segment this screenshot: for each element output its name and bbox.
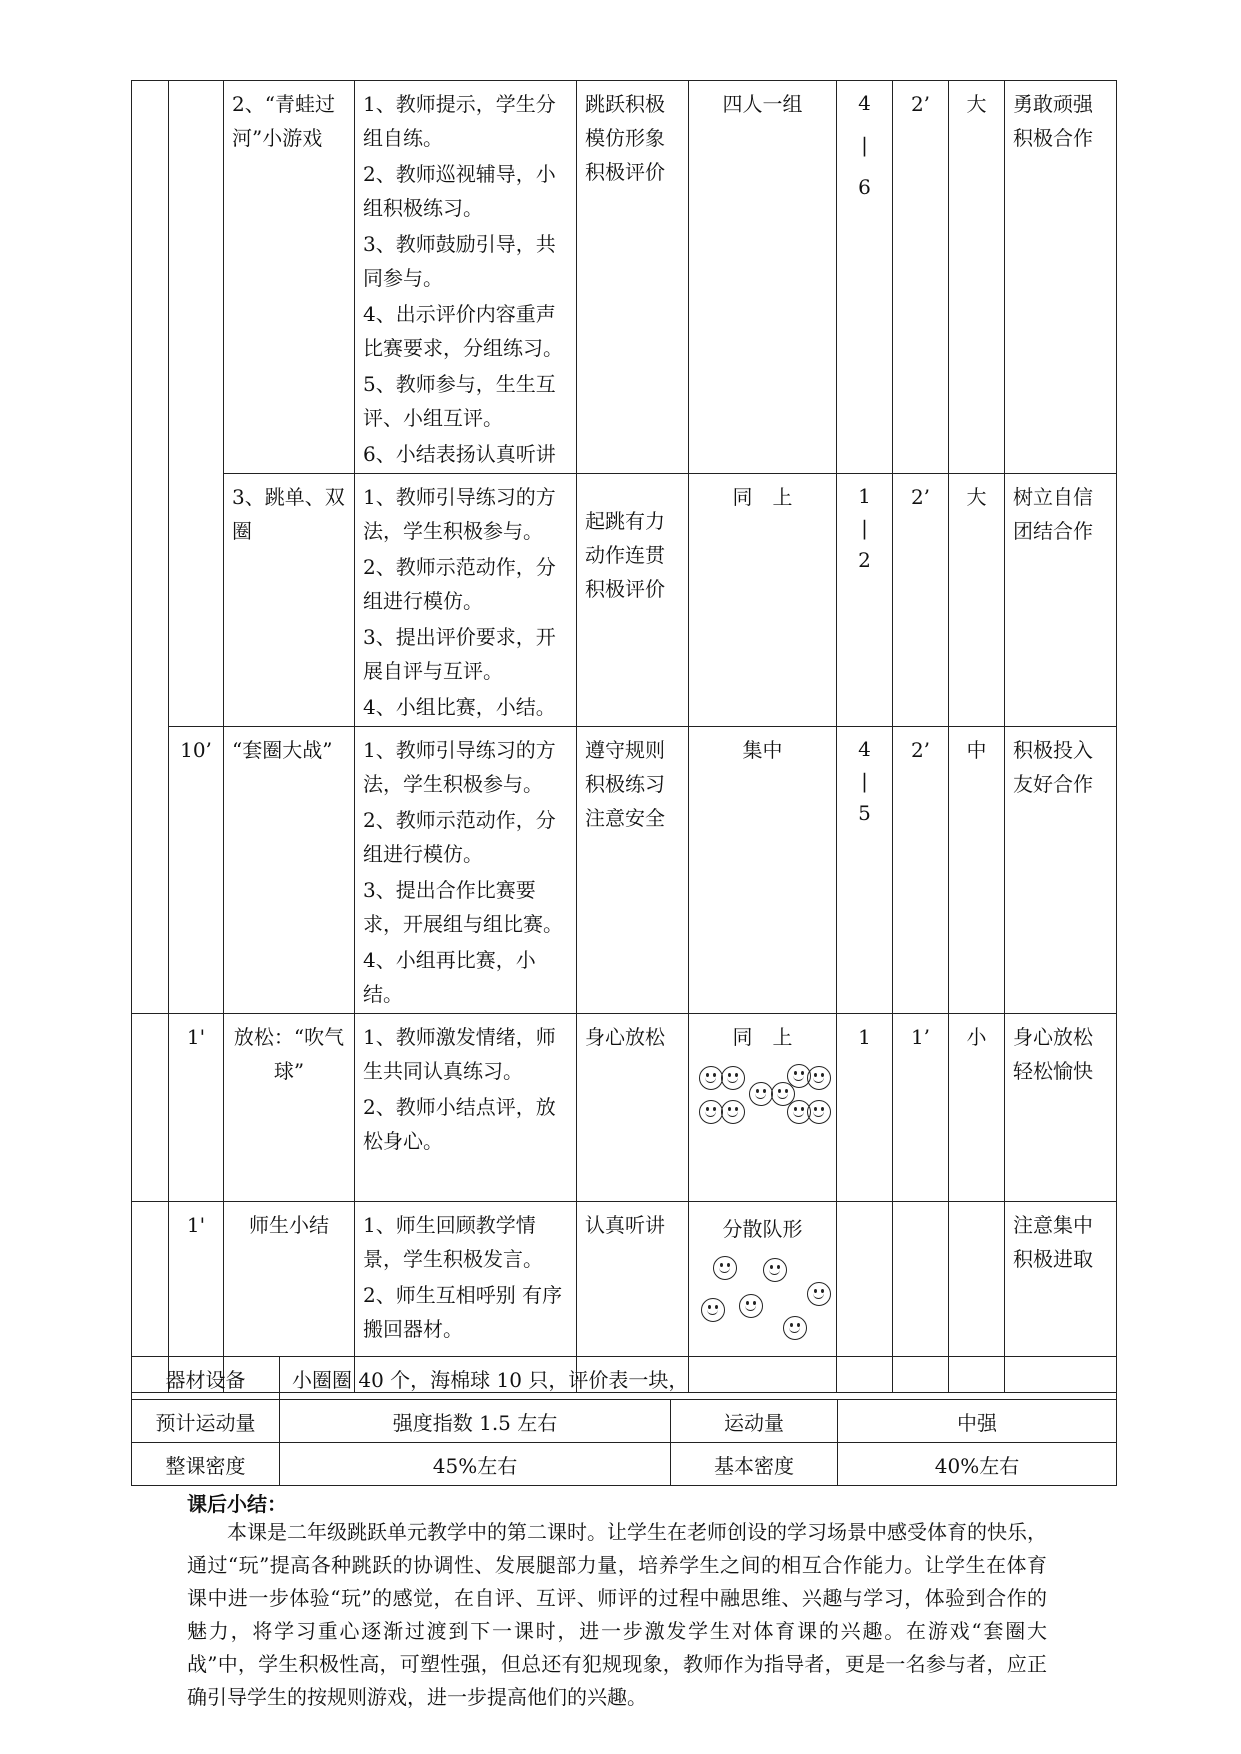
amount-label: 运动量 [671,1400,838,1443]
formation-diagram [689,1252,836,1352]
smiley-icon [721,1100,745,1124]
smiley-icon [721,1066,745,1090]
goal-cell: 积极投入 友好合作 [1005,727,1117,1014]
time-cell: 1' [169,1202,224,1393]
content-cell: 3、跳单、双圈 [224,474,355,727]
count-cell: 4 | 5 [837,727,893,1014]
goal-cell: 勇敢顽强 积极合作 [1005,81,1117,474]
duration-cell: 2’ [893,727,949,1014]
step-text: 4、小组比赛，小结。 [363,695,556,719]
load-value: 强度指数 1.5 左右 [280,1400,671,1443]
equipment-value: 小圈圈 40 个，海棉球 10 只，评价表一块， [280,1357,1117,1400]
duration-cell: 2’ [893,81,949,474]
step-text: 4、出示评价内容重声比赛要求，分组练习。 [363,302,563,360]
organization-cell: 分散队形 [689,1202,837,1393]
smiley-icon [783,1316,807,1340]
goal-cell: 注意集中 积极进取 [1005,1202,1117,1393]
content-cell: “套圈大战” [224,727,355,1014]
table-row [132,727,1117,1014]
smiley-icon [807,1066,831,1090]
step-text: 3、教师鼓励引导，共同参与。 [363,232,556,290]
step-text: 2、教师示范动作，分组进行模仿。 [363,555,556,613]
step-text: 2、教师示范动作，分组进行模仿。 [363,808,556,866]
requirement-cell: 跳跃积极 模仿形象 积极评价 [577,81,689,474]
equipment-label: 器材设备 [132,1357,280,1400]
phase-cell [132,81,169,1014]
table-row [132,1014,1117,1202]
intensity-cell: 大 [949,474,1005,727]
count-cell: 1 [837,1014,893,1202]
method-cell [355,474,577,727]
goal-cell: 树立自信 团结合作 [1005,474,1117,727]
method-cell [355,727,577,1014]
step-text: 2、教师巡视辅导，小组积极练习。 [363,162,556,220]
organization-cell: 同 上 [689,1014,837,1202]
count-cell: 4 | 6 [837,81,893,474]
table-row [132,1443,1117,1486]
requirement-cell: 起跳有力 动作连贯 积极评价 [577,474,689,727]
basic-density-value: 40%左右 [838,1443,1117,1486]
method-cell [355,81,577,474]
smiley-icon [807,1100,831,1124]
requirement-cell: 遵守规则 积极练习 注意安全 [577,727,689,1014]
duration-cell: 1’ [893,1014,949,1202]
amount-value: 中强 [838,1400,1117,1443]
requirement-cell: 认真听讲 [577,1202,689,1393]
requirement-cell: 身心放松 [577,1014,689,1202]
smiley-icon [763,1258,787,1282]
smiley-icon [699,1066,723,1090]
step-text: 1、师生回顾教学情景，学生积极发言。 [363,1213,543,1271]
lesson-plan-table [131,80,1117,1393]
step-text: 5、教师参与，生生互评、小组互评。 [363,372,556,430]
phase-cell [132,1014,169,1202]
intensity-cell: 中 [949,727,1005,1014]
step-text: 1、教师引导练习的方法，学生积极参与。 [363,485,556,543]
equipment-table [131,1356,1117,1486]
organization-cell: 四人一组 [689,81,837,474]
method-cell [355,1014,577,1202]
basic-density-label: 基本密度 [671,1443,838,1486]
density-value: 45%左右 [280,1443,671,1486]
duration-cell: 2’ [893,474,949,727]
step-text: 2、教师小结点评，放松身心。 [363,1095,556,1153]
smiley-icon [699,1100,723,1124]
summary-title: 课后小结： [187,1492,287,1516]
smiley-icon [749,1082,773,1106]
summary-body: 本课是二年级跳跃单元教学中的第二课时。让学生在老师创设的学习场景中感受体育的快乐，通过“玩”提高各种跳跃的协调性、发展腿部力量，培养学生之间的相互合作能力。让学生在体育课中进一步体验“玩”的感觉，在自评、互评、师评的过程中融思维、兴趣与学习，体验到合作的魅力，将学习重心逐渐过渡到下一课时，进一步激发学生对体育课的兴趣。在游戏“套圈大战”中，学生积极性高，可塑性强，但总还有犯规现象，教师作为指导者，更是一名参与者，应正确引导学生的按规则游戏，进一步提高他们的兴趣。 [187,1520,1047,1709]
smiley-icon [807,1282,831,1306]
content-cell: 师生小结 [224,1202,355,1393]
count-cell: 1 | 2 [837,474,893,727]
organization-cell: 集中 [689,727,837,1014]
time-cell: 10’ [169,727,224,1014]
smiley-icon [701,1298,725,1322]
time-cell [169,81,224,727]
table-row [132,1400,1117,1443]
goal-cell: 身心放松 轻松愉快 [1005,1014,1117,1202]
content-cell: 2、“青蛙过河”小游戏 [224,81,355,474]
step-text: 1、教师提示，学生分组自练。 [363,92,556,150]
step-text: 3、提出合作比赛要求，开展组与组比赛。 [363,878,563,936]
content-cell: 放松：“吹气球” [224,1014,355,1202]
step-text: 2、师生互相呼别 有序搬回器材。 [363,1283,563,1341]
load-label: 预计运动量 [132,1400,280,1443]
organization-cell: 同 上 [689,474,837,727]
intensity-cell: 大 [949,81,1005,474]
step-text: 1、教师引导练习的方法，学生积极参与。 [363,738,556,796]
density-label: 整课密度 [132,1443,280,1486]
table-row [132,474,1117,727]
step-text: 3、提出评价要求，开展自评与互评。 [363,625,556,683]
step-text: 1、教师激发情绪，师生共同认真练习。 [363,1025,556,1083]
formation-diagram [689,1060,836,1150]
table-row [132,81,1117,474]
step-text: 6、小结表扬认真听讲 [363,442,556,466]
smiley-icon [713,1256,737,1280]
smiley-icon [739,1294,763,1318]
table-row [132,1357,1117,1400]
step-text: 4、小组再比赛，小结。 [363,948,536,1006]
intensity-cell: 小 [949,1014,1005,1202]
time-cell: 1' [169,1014,224,1202]
